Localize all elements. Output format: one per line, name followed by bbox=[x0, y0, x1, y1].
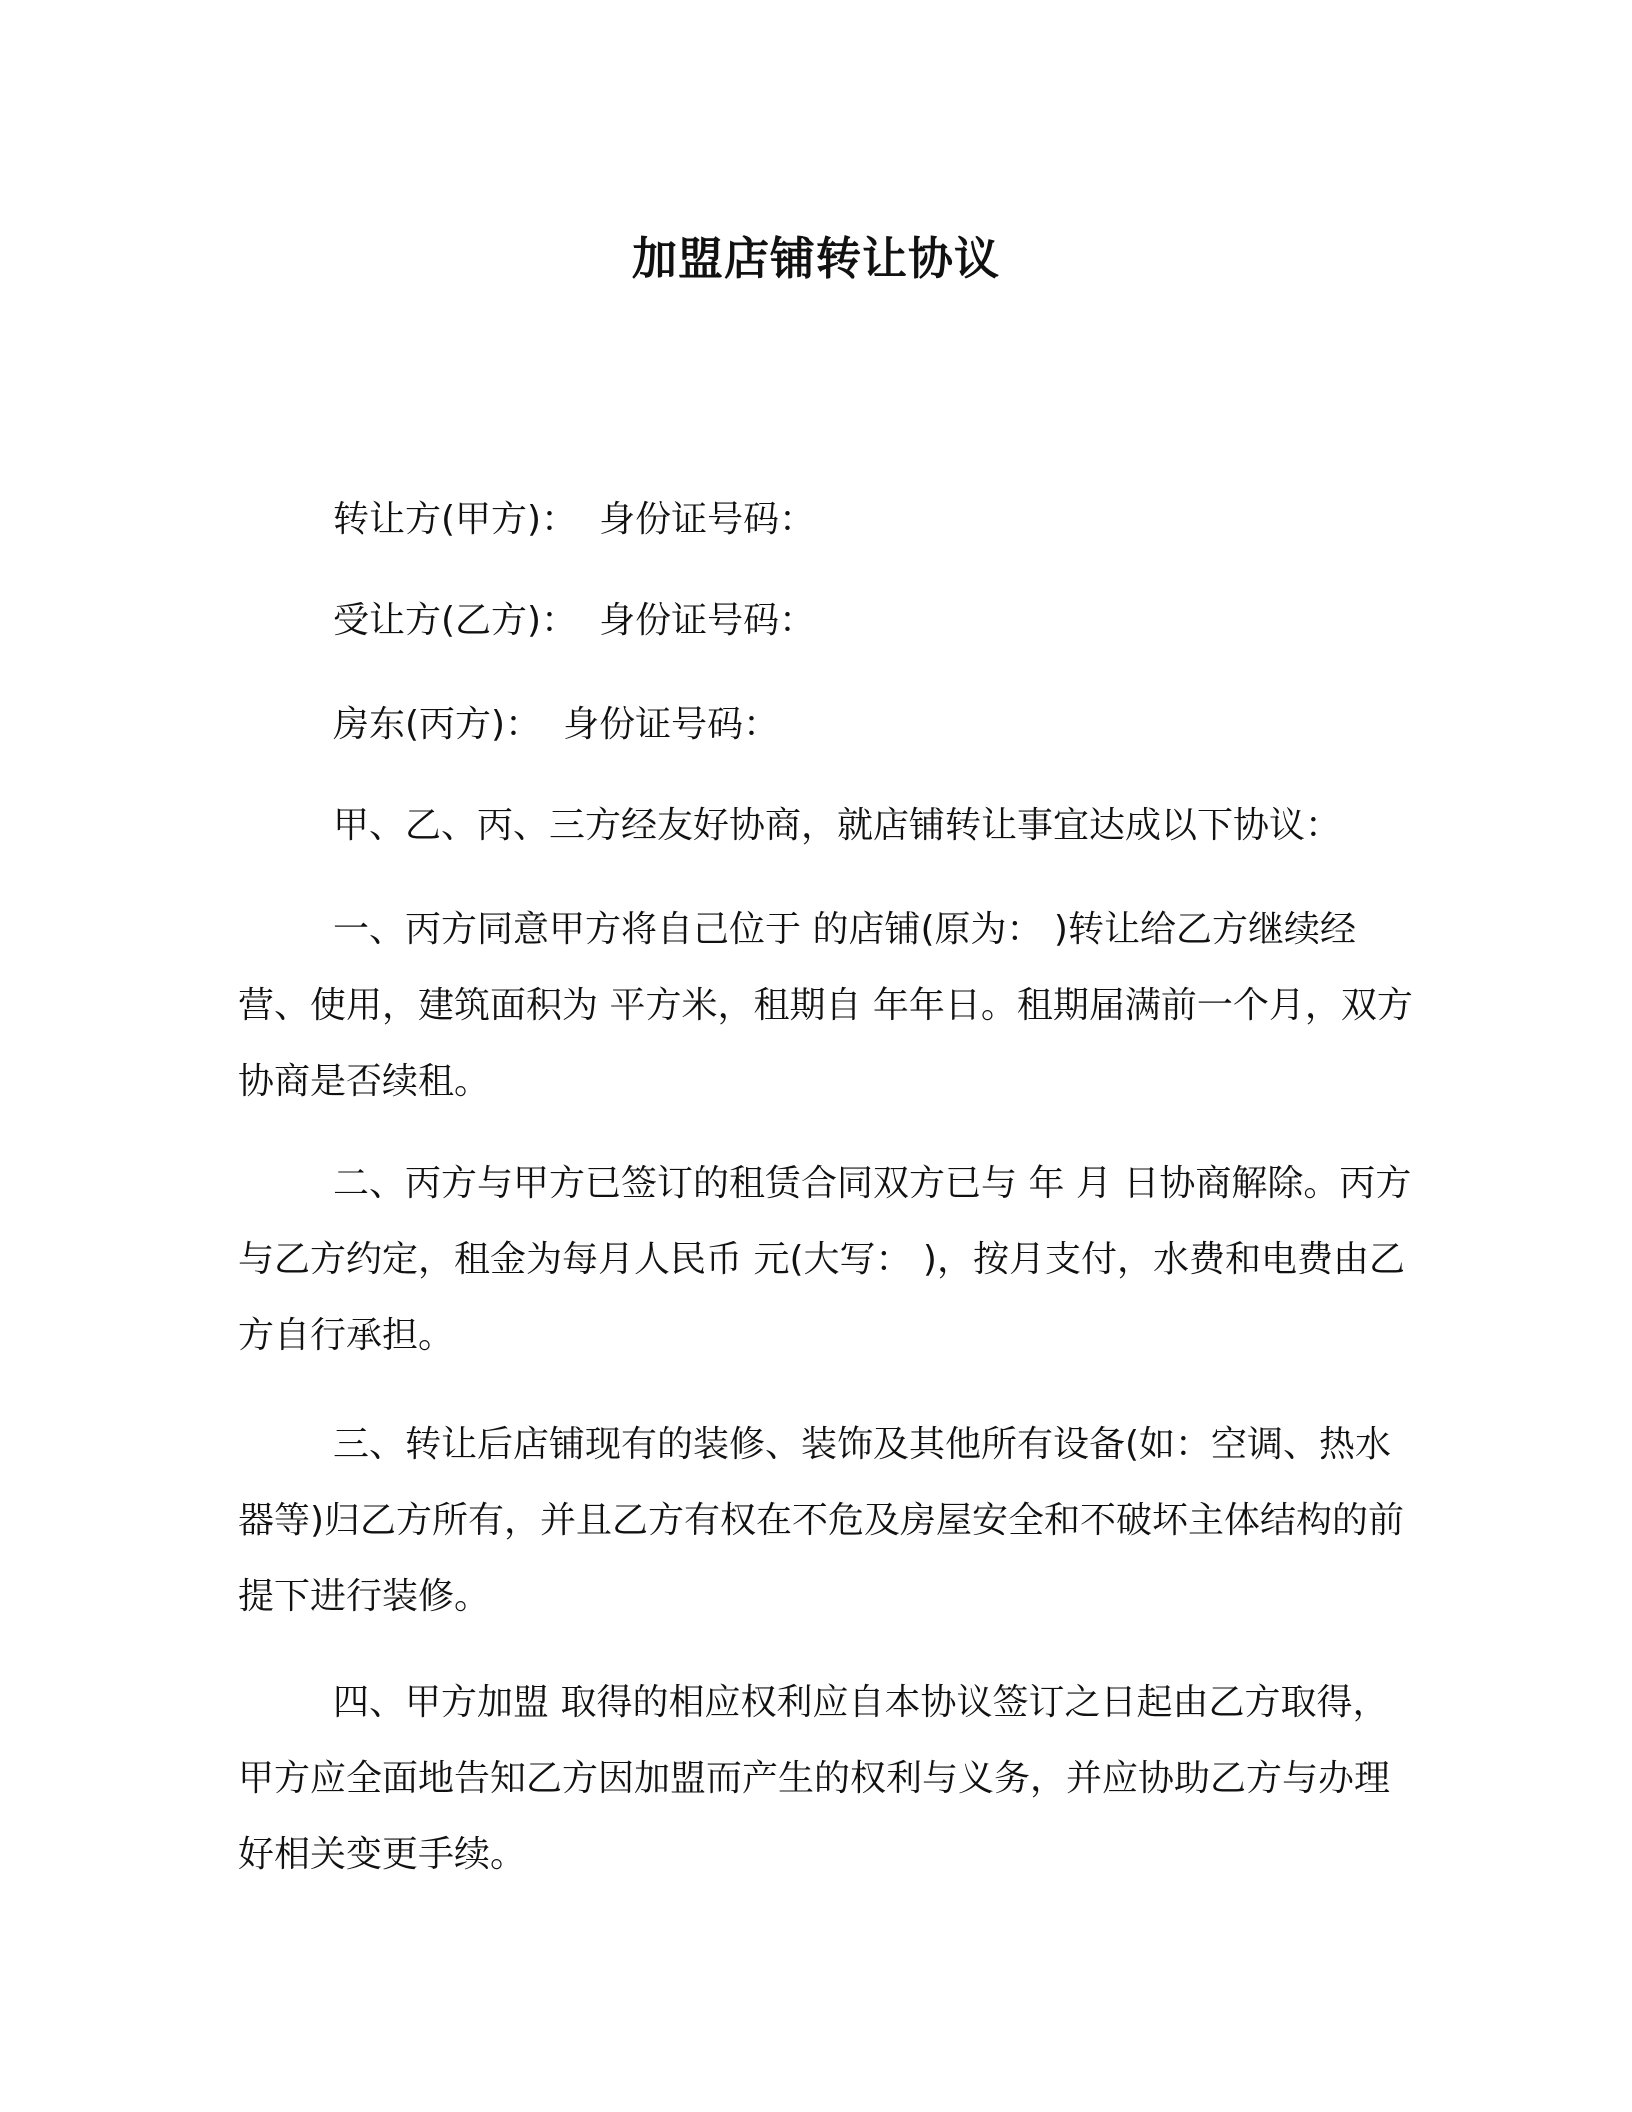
clause-3: 三、转让后店铺现有的装修、装饰及其他所有设备(如：空调、热水器等)归乙方所有，并且乙方有权在不危及房屋安全和不破坏主体结构的前提下进行装修。 bbox=[238, 1424, 1405, 1617]
transferor-id-label: 身份证号码： bbox=[599, 499, 816, 540]
clause-4: 四、甲方加盟 取得的相应权利应自本协议签订之日起由乙方取得，甲方应全面地告知乙方因加盟而产生的权利与义务，并应协助乙方与办理好相关变更手续。 bbox=[238, 1682, 1391, 1875]
clause-2: 二、丙方与甲方已签订的租赁合同双方已与 年 月 日协商解除。丙方与乙方约定，租金为每月人民币 元(大写： )，按月支付，水费和电费由乙方自行承担。 bbox=[238, 1163, 1412, 1356]
clause-1: 一、丙方同意甲方将自己位于 的店铺(原为： )转让给乙方继续经营、使用，建筑面积为 平方米，租期自 年年日。租期届满前一个月，双方协商是否续租。 bbox=[238, 909, 1413, 1102]
agreement-intro: 甲、乙、丙、三方经友好协商，就店铺转让事宜达成以下协议： bbox=[333, 805, 1342, 846]
transferee-label: 受让方(乙方)： bbox=[333, 600, 578, 641]
landlord-id-label: 身份证号码： bbox=[563, 704, 780, 745]
transferor-label: 转让方(甲方)： bbox=[333, 499, 578, 540]
landlord-label: 房东(丙方)： bbox=[333, 704, 542, 745]
transferee-line bbox=[333, 600, 816, 641]
transferor-line bbox=[333, 499, 816, 540]
landlord-line bbox=[333, 704, 780, 745]
transferee-id-label: 身份证号码： bbox=[599, 600, 816, 641]
document-title: 加盟店铺转让协议 bbox=[631, 232, 1000, 285]
